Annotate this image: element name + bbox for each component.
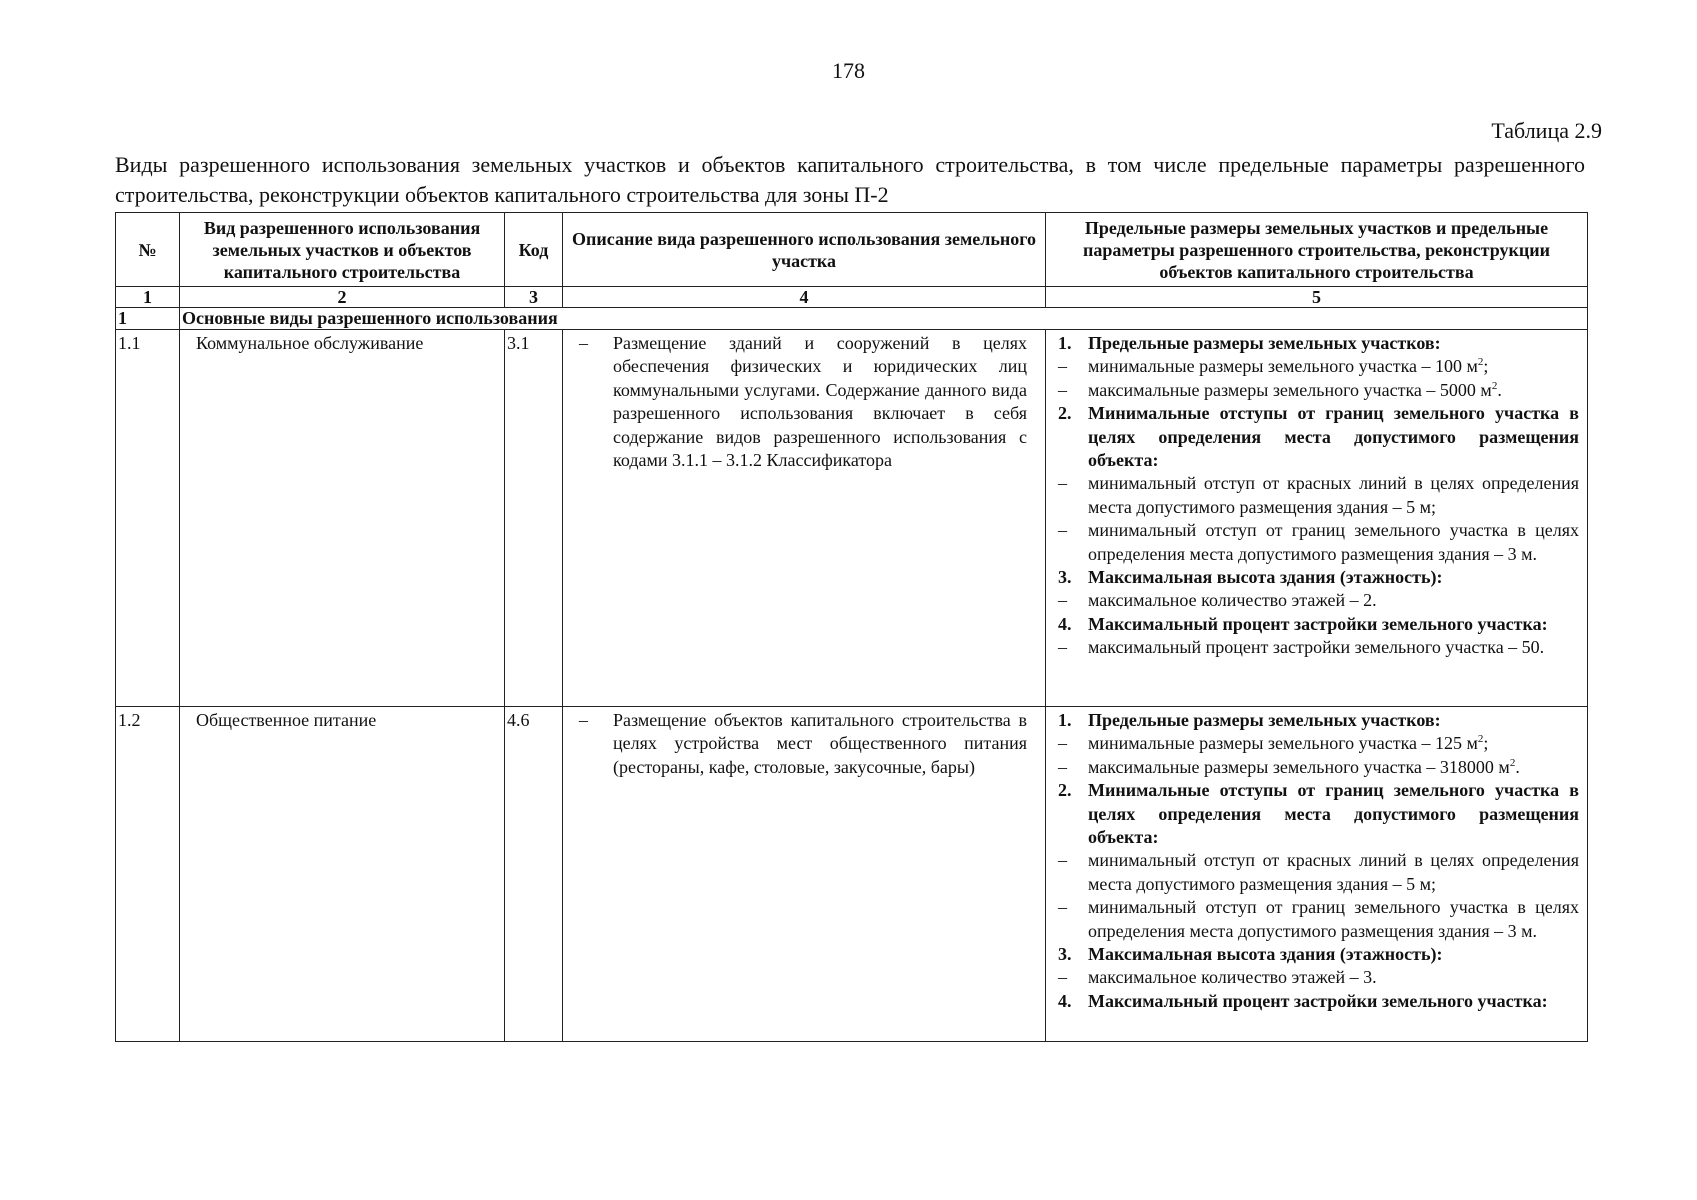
param-item xyxy=(1058,849,1579,896)
description-item xyxy=(569,332,1039,472)
param-item xyxy=(1058,756,1579,779)
section-title: Основные виды разрешенного использования xyxy=(180,308,1588,330)
param-marker: 1. xyxy=(1058,333,1072,353)
table-header-row xyxy=(116,213,1588,287)
params-list xyxy=(1052,332,1581,660)
param-text: максимальные размеры земельного участка – 5000 $м^2$. xyxy=(1088,379,1502,400)
param-marker: – xyxy=(1058,967,1067,988)
column-number: 4 xyxy=(563,287,1046,308)
description-cell xyxy=(563,707,1046,1042)
table-label: Таблица 2.9 xyxy=(1491,118,1602,143)
param-heading xyxy=(1058,709,1579,732)
param-text: максимальное количество этажей – 2. xyxy=(1088,590,1377,611)
description-item xyxy=(569,709,1039,779)
param-item xyxy=(1058,732,1579,755)
header-num: № xyxy=(116,213,180,287)
param-marker: 1. xyxy=(1058,710,1072,730)
param-text: Максимальная высота здания (этажность): xyxy=(1088,567,1443,588)
column-number: 2 xyxy=(180,287,505,308)
param-marker: 4. xyxy=(1058,990,1072,1011)
param-item xyxy=(1058,966,1579,989)
param-text: максимальные размеры земельного участка – 318000 $м^2$. xyxy=(1088,756,1520,777)
description-text: Размещение зданий и сооружений в целях обеспечения физических и юридических лиц коммунальными услугами. Содержание данного вида разрешенного использования включает в себя содержание видов разрешенного использования с кодами 3.1.1 – 3.1.2 Классификатора xyxy=(613,333,1027,471)
description-text: Размещение объектов капитального строительства в целях устройства мест общественного питания (рестораны, кафе, столовые, закусочные, бары) xyxy=(613,710,1027,777)
param-heading xyxy=(1058,402,1579,472)
param-marker: 4. xyxy=(1058,613,1072,634)
param-text: максимальное количество этажей – 3. xyxy=(1088,967,1377,988)
row-number: 1.2 xyxy=(116,707,180,1042)
param-text: минимальный отступ от границ земельного участка в целях определения места допустимого размещения здания – 3 м. xyxy=(1088,520,1579,564)
param-marker: – xyxy=(1058,637,1067,658)
param-text: минимальные размеры земельного участка – 100 $м^2$; xyxy=(1088,356,1489,377)
param-marker: – xyxy=(1058,520,1067,541)
param-text: Минимальные отступы от границ земельного участка в целях определения места допустимого размещения объекта: xyxy=(1088,780,1579,848)
params-cell xyxy=(1046,330,1588,707)
column-numbers-row xyxy=(116,287,1588,308)
param-item xyxy=(1058,589,1579,612)
param-heading xyxy=(1058,332,1579,355)
param-item xyxy=(1058,636,1579,659)
section-row xyxy=(116,308,1588,330)
header-code: Код xyxy=(505,213,563,287)
param-item xyxy=(1058,519,1579,566)
param-item xyxy=(1058,472,1579,519)
param-marker: – xyxy=(1058,379,1067,400)
param-marker: 3. xyxy=(1058,944,1072,965)
section-number: 1 xyxy=(116,308,180,330)
table-row xyxy=(116,707,1588,1042)
param-heading xyxy=(1058,566,1579,589)
column-number: 5 xyxy=(1046,287,1588,308)
params-cell xyxy=(1046,707,1588,1042)
description-dash: – xyxy=(579,333,588,353)
param-text: минимальный отступ от границ земельного участка в целях определения места допустимого размещения здания – 3 м. xyxy=(1088,897,1579,941)
param-marker: – xyxy=(1058,356,1067,377)
land-use-table xyxy=(115,212,1588,1042)
land-use-name: Коммунальное обслуживание xyxy=(180,330,505,707)
land-use-code: 4.6 xyxy=(505,707,563,1042)
param-item xyxy=(1058,379,1579,402)
param-text: Минимальные отступы от границ земельного участка в целях определения места допустимого размещения объекта: xyxy=(1088,403,1579,471)
param-marker: – xyxy=(1058,850,1067,871)
param-text: Предельные размеры земельных участков: xyxy=(1088,333,1441,353)
description-dash: – xyxy=(579,710,588,730)
param-text: максимальный процент застройки земельного участка – 50. xyxy=(1088,637,1545,658)
description-cell xyxy=(563,330,1046,707)
param-heading xyxy=(1058,613,1579,636)
header-params: Предельные размеры земельных участков и предельные параметры разрешенного строительства, реконструкции объектов капитального строительства xyxy=(1046,213,1588,287)
param-marker: – xyxy=(1058,897,1067,918)
header-description: Описание вида разрешенного использования земельного участка xyxy=(563,213,1046,287)
param-marker: – xyxy=(1058,756,1067,777)
param-heading xyxy=(1058,943,1579,966)
param-text: Максимальная высота здания (этажность): xyxy=(1088,944,1443,965)
param-heading xyxy=(1058,779,1579,849)
land-use-name: Общественное питание xyxy=(180,707,505,1042)
param-text: Предельные размеры земельных участков: xyxy=(1088,710,1441,730)
param-marker: 2. xyxy=(1058,403,1072,424)
row-number: 1.1 xyxy=(116,330,180,707)
table-caption: Виды разрешенного использования земельных участков и объектов капитального строительства, в том числе предельные параметры разрешенного строительства, реконструкции объектов капитального строительства для зоны П-2 xyxy=(115,152,1585,207)
param-item xyxy=(1058,896,1579,943)
param-marker: 2. xyxy=(1058,780,1072,801)
param-text: минимальный отступ от красных линий в целях определения места допустимого размещения здания – 5 м; xyxy=(1088,473,1579,517)
param-marker: – xyxy=(1058,590,1067,611)
page-number: 178 xyxy=(832,58,865,83)
param-text: Максимальный процент застройки земельного участка: xyxy=(1088,613,1548,634)
param-marker: – xyxy=(1058,473,1067,494)
param-text: Максимальный процент застройки земельного участка: xyxy=(1088,990,1548,1011)
param-text: минимальные размеры земельного участка – 125 $м^2$; xyxy=(1088,733,1489,754)
params-list xyxy=(1052,709,1581,1013)
header-kind: Вид разрешенного использования земельных участков и объектов капитального строительства xyxy=(180,213,505,287)
column-number: 1 xyxy=(116,287,180,308)
param-item xyxy=(1058,355,1579,378)
table-row xyxy=(116,330,1588,707)
param-heading xyxy=(1058,990,1579,1013)
land-use-code: 3.1 xyxy=(505,330,563,707)
param-marker: 3. xyxy=(1058,567,1072,588)
param-marker: – xyxy=(1058,733,1067,754)
param-text: минимальный отступ от красных линий в целях определения места допустимого размещения здания – 5 м; xyxy=(1088,850,1579,894)
column-number: 3 xyxy=(505,287,563,308)
